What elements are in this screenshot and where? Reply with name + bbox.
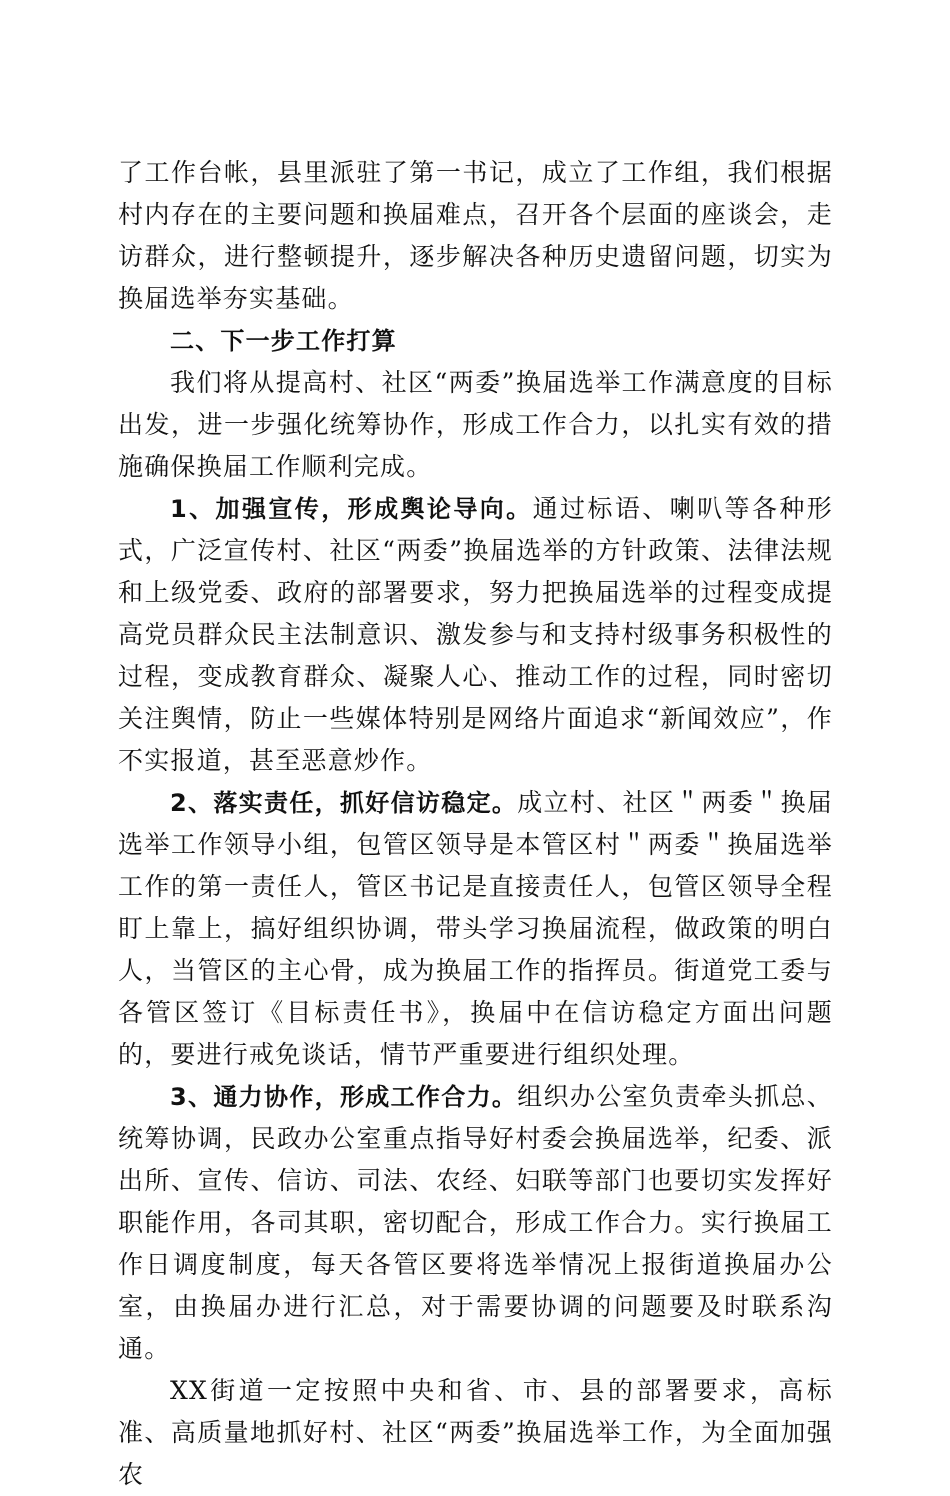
section-heading bbox=[118, 320, 833, 362]
paragraph-lead: 3、通力协作，形成工作合力。 bbox=[170, 1083, 518, 1111]
paragraph-intro bbox=[118, 362, 833, 488]
paragraph-text: 通过标语、喇叭等各种形式，广泛宣传村、社区“两委”换届选举的方针政策、法律法规和上级党委、政府的部署要求，努力把换届选举的过程变成提高党员群众民主法制意识、激发参与和支持村级事务积极性的过程，变成教育群众、凝聚人心、推动工作的过程，同时密切关注舆情，防止一些媒体特别是网络片面追求“新闻效应”，作不实报道，甚至恶意炒作。 bbox=[118, 494, 834, 775]
paragraph-closing bbox=[118, 1370, 833, 1496]
paragraph-lead: 2、落实责任，抓好信访稳定。 bbox=[170, 789, 518, 817]
paragraph-item-1 bbox=[118, 488, 833, 782]
paragraph-text: 组织办公室负责牵头抓总、统筹协调，民政办公室重点指导好村委会换届选举，纪委、派出所、宣传、信访、司法、农经、妇联等部门也要切实发挥好职能作用，各司其职，密切配合，形成工作合力。实行换届工作日调度制度，每天各管区要将选举情况上报街道换届办公室，由换届办进行汇总，对于需要协调的问题要及时联系沟通。 bbox=[118, 1082, 833, 1363]
paragraph-text: 成立村、社区＂两委＂换届选举工作领导小组，包管区领导是本管区村＂两委＂换届选举工作的第一责任人，管区书记是直接责任人，包管区领导全程盯上靠上，搞好组织协调，带头学习换届流程，做政策的明白人，当管区的主心骨，成为换届工作的指挥员。街道党工委与各管区签订《目标责任书》，换届中在信访稳定方面出问题的，要进行戒免谈话，情节严重要进行组织处理。 bbox=[118, 788, 833, 1069]
paragraph-text: 了工作台帐，县里派驻了第一书记，成立了工作组，我们根据村内存在的主要问题和换届难点，召开各个层面的座谈会，走访群众，进行整顿提升，逐步解决各种历史遗留问题，切实为换届选举夯实基础。 bbox=[118, 158, 833, 313]
paragraph-item-2 bbox=[118, 782, 833, 1076]
paragraph-continuation bbox=[118, 152, 833, 320]
paragraph-text: XX街道一定按照中央和省、市、县的部署要求，高标准、高质量地抓好村、社区“两委”换届选举工作，为全面加强农 bbox=[118, 1376, 833, 1489]
section-heading-text: 二、下一步工作打算 bbox=[170, 327, 397, 355]
paragraph-item-3 bbox=[118, 1076, 833, 1370]
document-body bbox=[118, 152, 833, 1496]
paragraph-text: 我们将从提高村、社区“两委”换届选举工作满意度的目标出发，进一步强化统筹协作，形成工作合力，以扎实有效的措施确保换届工作顺利完成。 bbox=[118, 368, 833, 481]
paragraph-lead: 1、加强宣传，形成舆论导向。 bbox=[170, 495, 533, 523]
